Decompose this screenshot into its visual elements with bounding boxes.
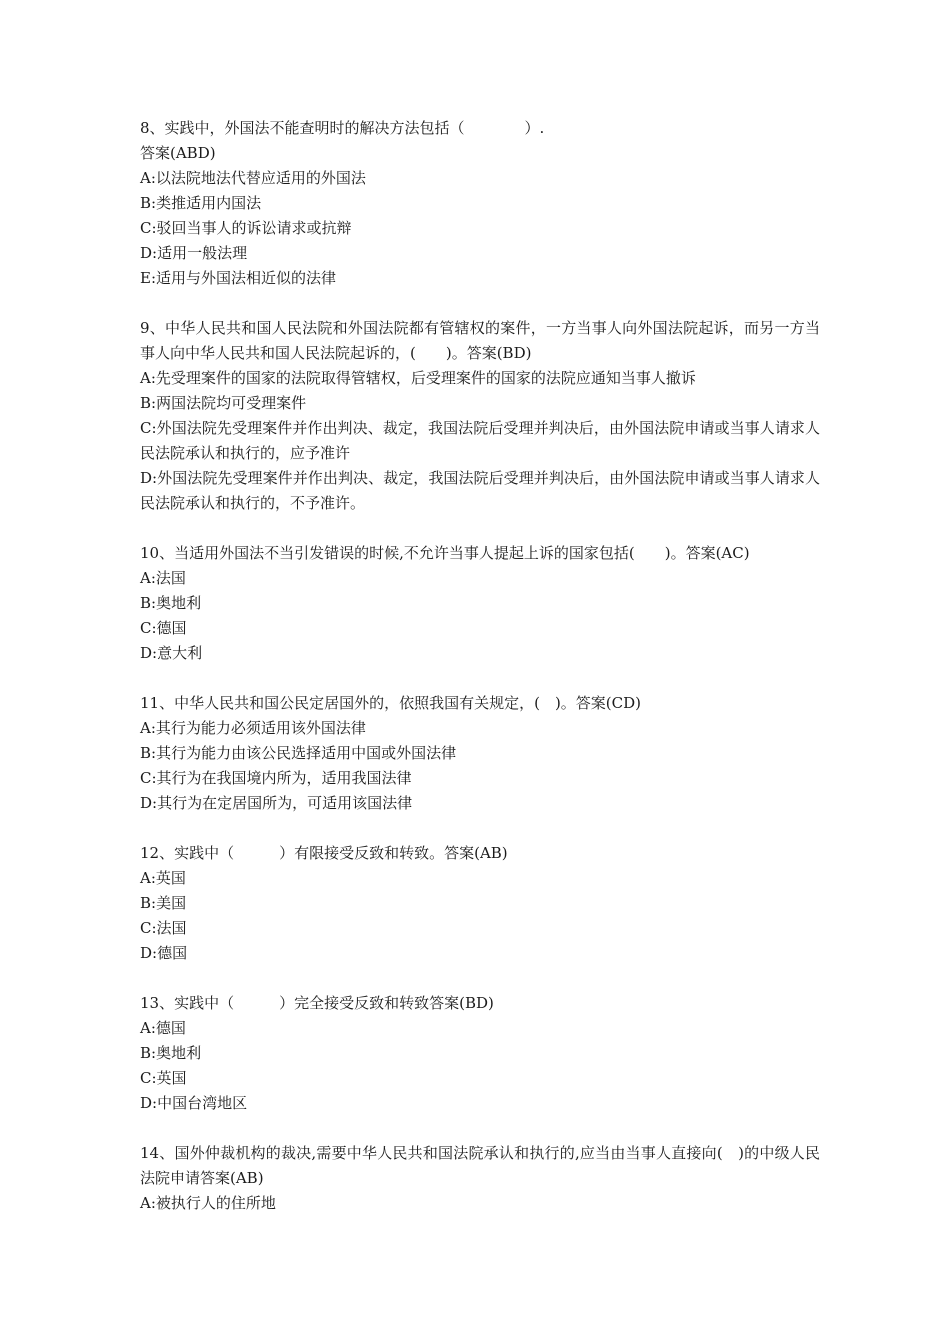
option-b: B:类推适用内国法	[140, 194, 262, 212]
option-a: A:德国	[140, 1019, 186, 1037]
option-e: E:适用与外国法相近似的法律	[140, 269, 337, 287]
option-c: C:其行为在我国境内所为，适用我国法律	[140, 769, 412, 787]
question-stem: 14、国外仲裁机构的裁决,需要中华人民共和国法院承认和执行的,应当由当事人直接向( )的中级人民法院申请答案(AB)	[140, 1144, 820, 1187]
document-page	[140, 116, 820, 1241]
option-a: A:先受理案件的国家的法院取得管辖权，后受理案件的国家的法院应通知当事人撤诉	[140, 369, 696, 387]
option-b: B:奥地利	[140, 594, 202, 612]
question-stem: 9、中华人民共和国人民法院和外国法院都有管辖权的案件，一方当事人向外国法院起诉，而另一方当事人向中华人民共和国人民法院起诉的，( )。答案(BD)	[140, 319, 820, 362]
question-14	[140, 1141, 820, 1216]
question-11	[140, 691, 820, 816]
option-d: D:中国台湾地区	[140, 1094, 248, 1112]
option-c: C:外国法院先受理案件并作出判决、裁定，我国法院后受理并判决后，由外国法院申请或当事人请求人民法院承认和执行的，应予准许	[140, 419, 820, 462]
question-stem: 11、中华人民共和国公民定居国外的，依照我国有关规定，( )。答案(CD)	[140, 694, 642, 712]
option-b: B:美国	[140, 894, 187, 912]
option-c: C:英国	[140, 1069, 187, 1087]
option-a: A:英国	[140, 869, 186, 887]
question-12	[140, 841, 820, 966]
option-b: B:奥地利	[140, 1044, 202, 1062]
option-c: C:德国	[140, 619, 187, 637]
option-a: A:法国	[140, 569, 186, 587]
question-8	[140, 116, 820, 291]
question-10	[140, 541, 820, 666]
option-d: D:外国法院先受理案件并作出判决、裁定，我国法院后受理并判决后，由外国法院申请或当事人请求人民法院承认和执行的，不予准许。	[140, 469, 820, 512]
question-9	[140, 316, 820, 516]
question-stem: 8、实践中，外国法不能查明时的解决方法包括（ ）.	[140, 119, 545, 137]
option-a: A:以法院地法代替应适用的外国法	[140, 169, 366, 187]
option-d: D:适用一般法理	[140, 244, 248, 262]
answer-line: 答案(ABD)	[140, 144, 216, 162]
option-c: C:法国	[140, 919, 187, 937]
option-a: A:被执行人的住所地	[140, 1194, 276, 1212]
option-c: C:驳回当事人的诉讼请求或抗辩	[140, 219, 352, 237]
option-b: B:其行为能力由该公民选择适用中国或外国法律	[140, 744, 457, 762]
option-d: D:其行为在定居国所为，可适用该国法律	[140, 794, 413, 812]
option-d: D:意大利	[140, 644, 203, 662]
question-stem: 10、当适用外国法不当引发错误的时候,不允许当事人提起上诉的国家包括( )。答案(AC)	[140, 544, 750, 562]
question-13	[140, 991, 820, 1116]
question-stem: 12、实践中（ ）有限接受反致和转致。答案(AB)	[140, 844, 508, 862]
option-a: A:其行为能力必须适用该外国法律	[140, 719, 366, 737]
option-d: D:德国	[140, 944, 188, 962]
question-stem: 13、实践中（ ）完全接受反致和转致答案(BD)	[140, 994, 494, 1012]
option-b: B:两国法院均可受理案件	[140, 394, 307, 412]
